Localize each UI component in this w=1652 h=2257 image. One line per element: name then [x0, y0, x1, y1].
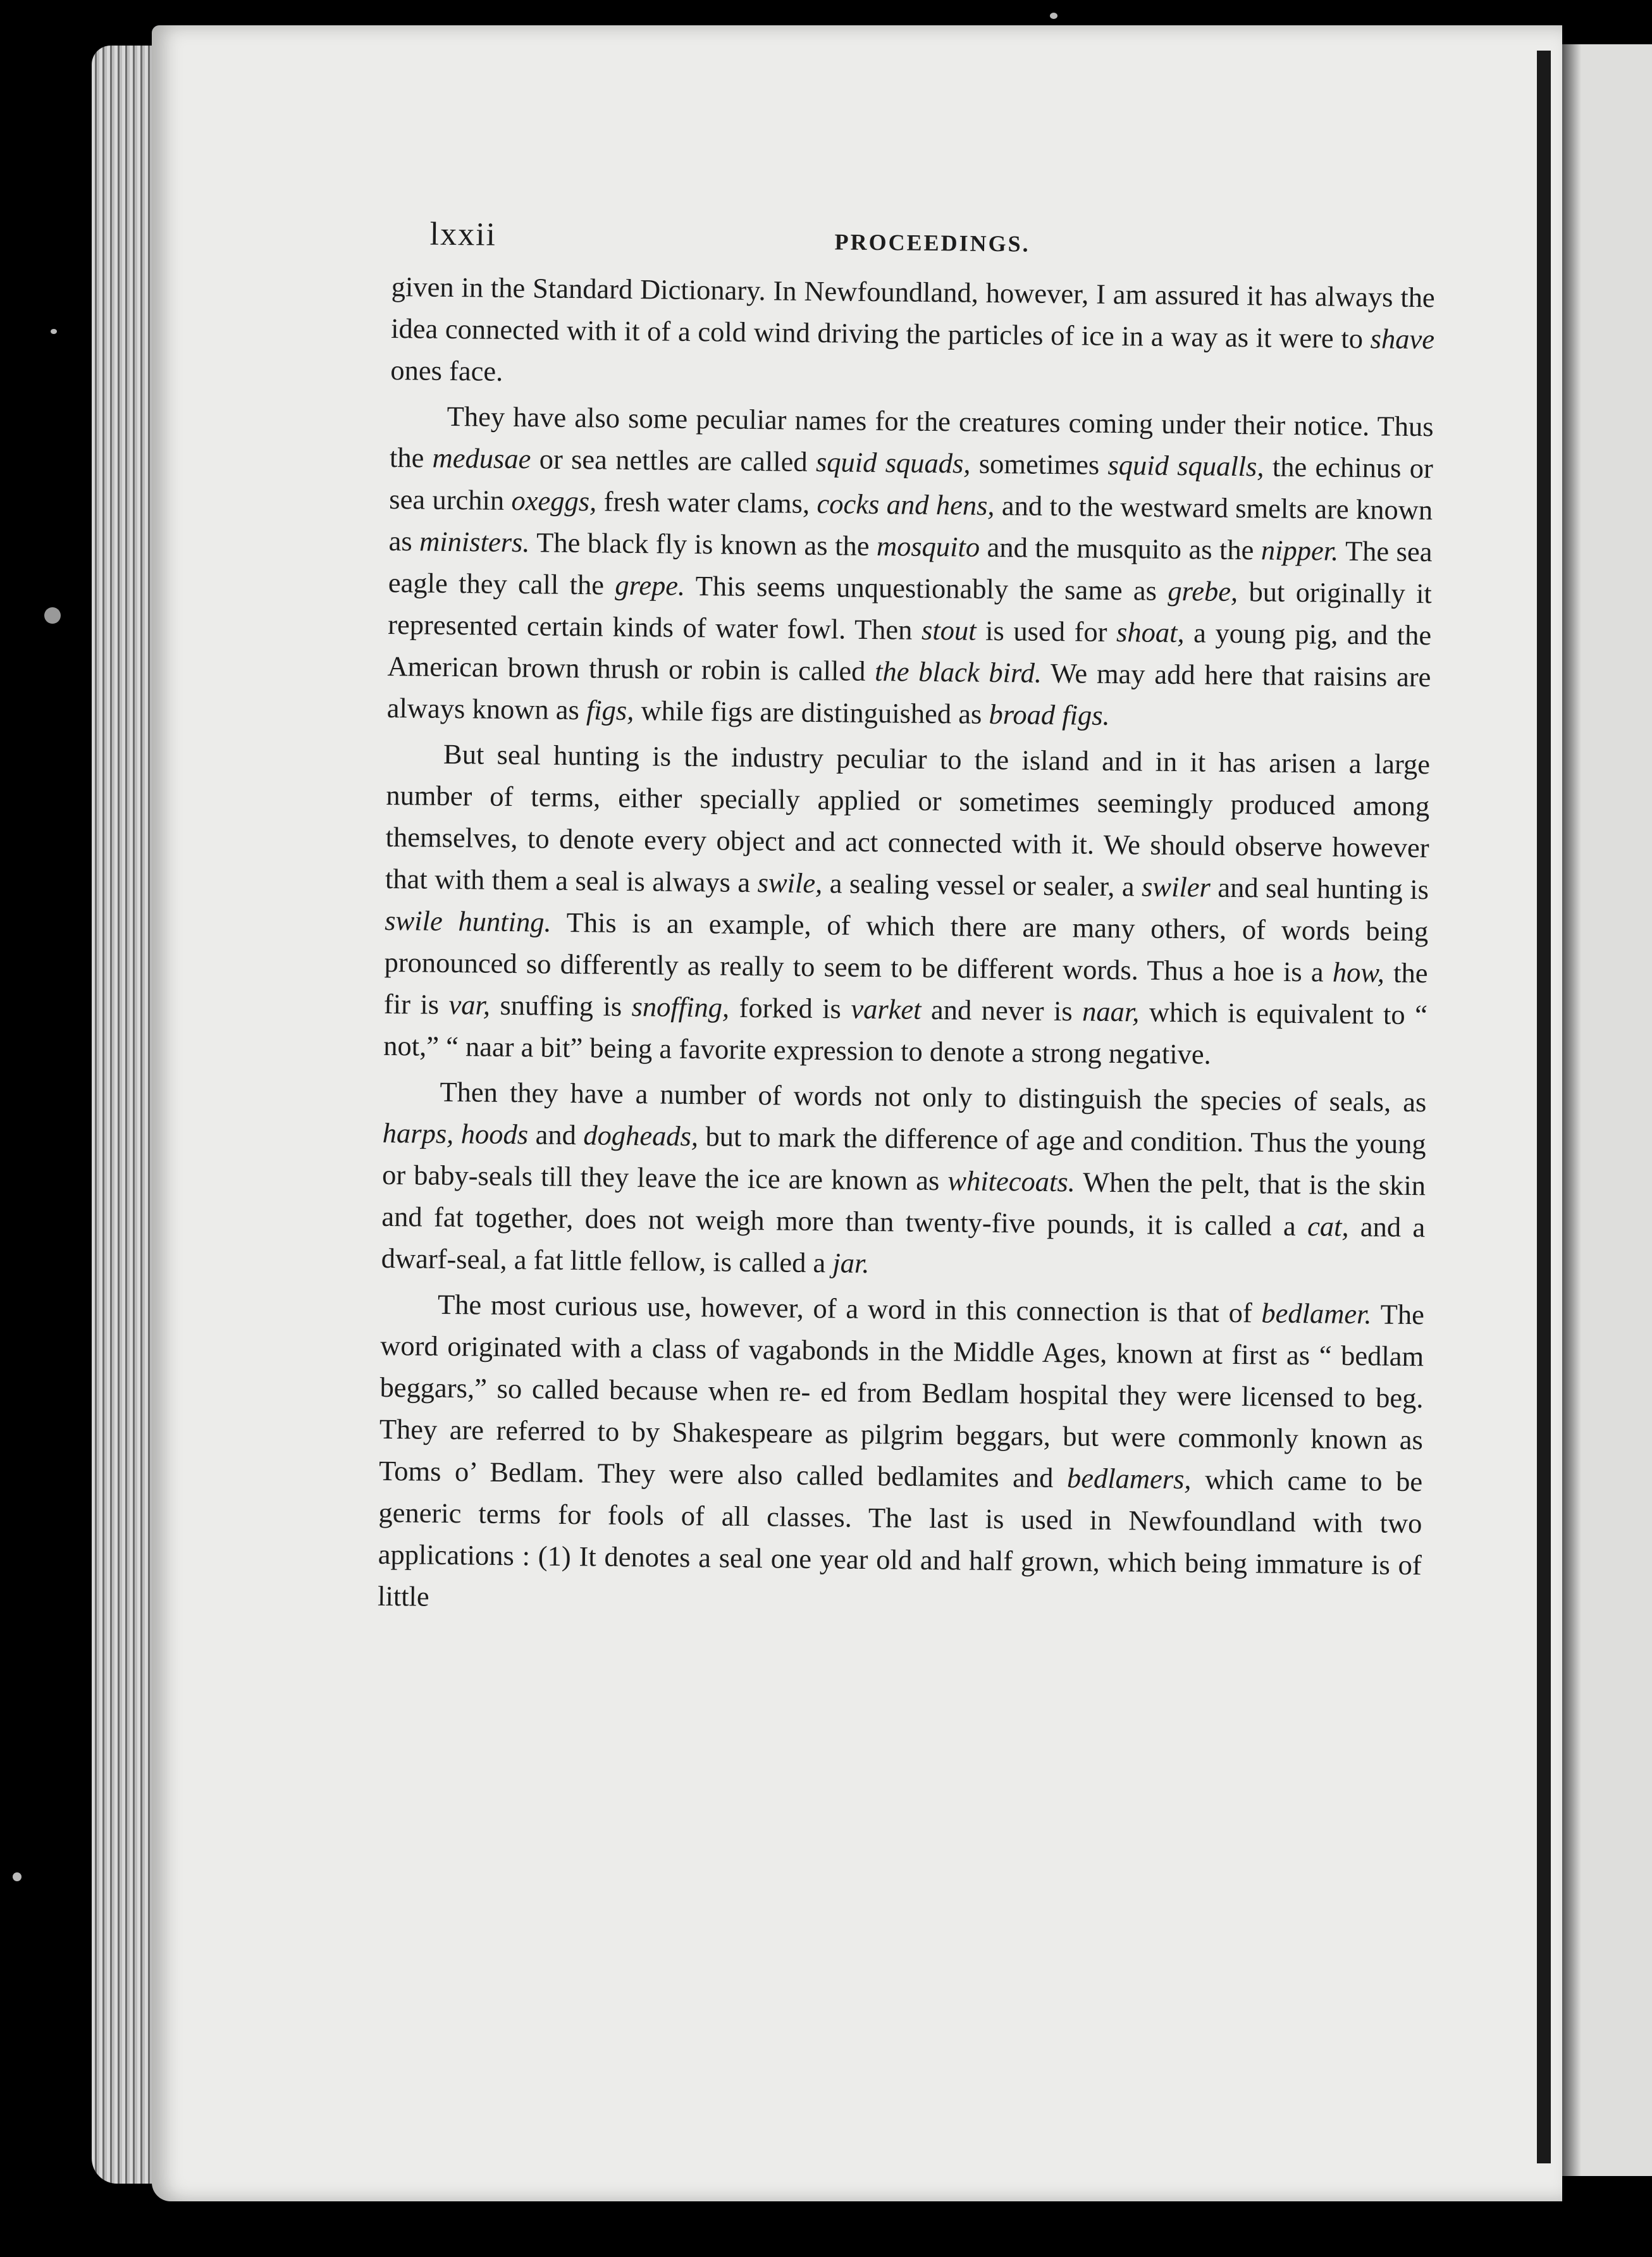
text-run: This is an example, of which there are many others, of words being pronounced so differently as really to seem to be different words. Thus a hoe is a — [384, 906, 1429, 988]
italic-term: varket — [851, 992, 922, 1025]
dust-speck — [1050, 13, 1057, 19]
text-run: and to the westward smelts are known as — [388, 490, 1433, 557]
text-column — [374, 215, 1436, 1934]
text-run: a sealing vessel or sealer, a — [822, 867, 1142, 903]
facing-page-shadow — [1562, 44, 1581, 2176]
text-run: fresh water clams, — [596, 485, 817, 520]
text-run: But seal hunting is the industry peculiar to the island and in it has arisen a large number of terms, either specially applied or sometimes seemingly produced among themselves, to denote every object and act connected with it. We should observe however that with them a seal is always a — [385, 738, 1431, 899]
text-run: The most curious use, however, of a word in this connection is that of — [437, 1288, 1262, 1329]
text-run: and — [527, 1118, 584, 1151]
italic-term: the black bird. — [874, 655, 1042, 689]
text-run: and seal hunting is — [1210, 871, 1429, 906]
binding-gutter — [1537, 51, 1551, 2163]
dust-speck — [44, 607, 61, 624]
italic-term: shave — [1370, 323, 1435, 356]
text-run: sometimes — [970, 447, 1108, 481]
italic-term: swiler — [1141, 870, 1211, 903]
italic-term: grepe. — [615, 569, 686, 602]
text-run: a young pig, and the American brown thrush or robin is called — [387, 617, 1432, 688]
text-run: They have also some peculiar names for the creatures coming under their notice. Thus the — [389, 400, 1434, 474]
text-run: the echinus or sea urchin — [389, 450, 1434, 516]
dust-speck — [13, 1872, 22, 1881]
italic-term: bedlamers, — [1066, 1462, 1192, 1495]
text-run: and a dwarf-seal, a fat little fellow, is called a — [381, 1210, 1426, 1279]
text-run: This seems unquestionably the same as — [684, 569, 1168, 607]
text-run: while figs are distinguished as — [634, 695, 989, 730]
text-run: ones face. — [390, 354, 503, 387]
italic-term: var, — [448, 989, 491, 1021]
italic-term: squid squads, — [815, 446, 971, 479]
italic-term: grebe, — [1168, 574, 1238, 608]
italic-term: shoat, — [1116, 616, 1185, 649]
text-run: snuffing is — [490, 989, 632, 1023]
text-run: When the pelt, that is the skin and fat together, does not weigh more than twenty-five pounds, it is called a — [381, 1166, 1426, 1242]
text-run: We may add here that raisins are always known as — [386, 657, 1431, 726]
text-run: and the musquito as the — [979, 531, 1262, 566]
italic-term: nipper. — [1261, 534, 1339, 567]
italic-term: cocks and hens, — [817, 488, 995, 521]
text-run: which is equivalent to “ not,” “ naar a bit” being a favorite expression to denote a strong negative. — [383, 996, 1428, 1070]
text-run: which came to be generic terms for fools of all classes. The last is used in Newfoundland with two applications : (1) It denotes a seal one year old and half grown, which being immature is of little — [377, 1463, 1423, 1612]
text-run: the fir is — [383, 956, 1428, 1021]
italic-term: dogheads, — [583, 1119, 699, 1153]
italic-term: oxeggs, — [511, 485, 597, 517]
italic-term: ministers. — [419, 525, 530, 559]
text-run: but to mark the difference of age and condition. Thus the young or baby-seals till they leave the ice are known as — [381, 1120, 1426, 1197]
text-run: The word originated with a class of vagabonds in the Middle Ages, known at first as “ bedlam beggars,” so called because when re- ed from Bedlam hospital they were licensed to beg. They are referred to by Shakespeare as pilgrim beggars, but were commonly known as Toms o’ Bedlam. They were also called bedlamites and — [378, 1298, 1425, 1494]
italic-term: swile hunting. — [385, 904, 552, 938]
paragraph — [378, 1283, 1424, 1628]
italic-term: medusae — [432, 442, 531, 475]
paragraph — [381, 1070, 1426, 1290]
page-number: lxxii — [429, 216, 497, 253]
italic-term: snoffing, — [631, 991, 730, 1023]
italic-term: cat, — [1307, 1210, 1349, 1242]
text-run: and never is — [921, 993, 1083, 1027]
running-title: PROCEEDINGS. — [834, 229, 1030, 257]
paragraph — [383, 733, 1430, 1077]
text-run: or sea nettles are called — [531, 443, 817, 478]
italic-term: broad figs. — [989, 698, 1110, 731]
italic-term: harps, hoods — [382, 1116, 529, 1151]
text-run: given in the Standard Dictionary. In Newfoundland, however, I am assured it has always the idea connected with it of a cold wind driving the particles of ice in a way as it were to — [390, 270, 1435, 355]
italic-term: whitecoats. — [947, 1165, 1076, 1198]
text-run: is used for — [976, 614, 1117, 648]
dust-speck — [51, 329, 57, 334]
italic-term: bedlamer. — [1261, 1297, 1372, 1330]
text-run: The sea eagle they call the — [388, 535, 1433, 601]
paragraph — [390, 266, 1435, 402]
italic-term: naar, — [1082, 995, 1140, 1028]
italic-term: how, — [1332, 956, 1385, 989]
italic-term: stout — [921, 614, 977, 646]
text-run: Then they have a number of words not only to distinguish the species of seals, as — [440, 1075, 1427, 1118]
text-run: The black fly is known as the — [529, 526, 877, 562]
italic-term: mosquito — [876, 530, 980, 563]
text-run: but originally it represented certain kinds of water fowl. Then — [387, 576, 1433, 646]
text-run: forked is — [729, 991, 851, 1025]
body-text — [378, 266, 1435, 1628]
italic-term: figs, — [586, 694, 634, 727]
italic-term: squid squalls, — [1107, 448, 1264, 483]
italic-term: jar. — [832, 1247, 870, 1279]
italic-term: swile, — [757, 867, 823, 900]
paragraph — [386, 395, 1433, 739]
